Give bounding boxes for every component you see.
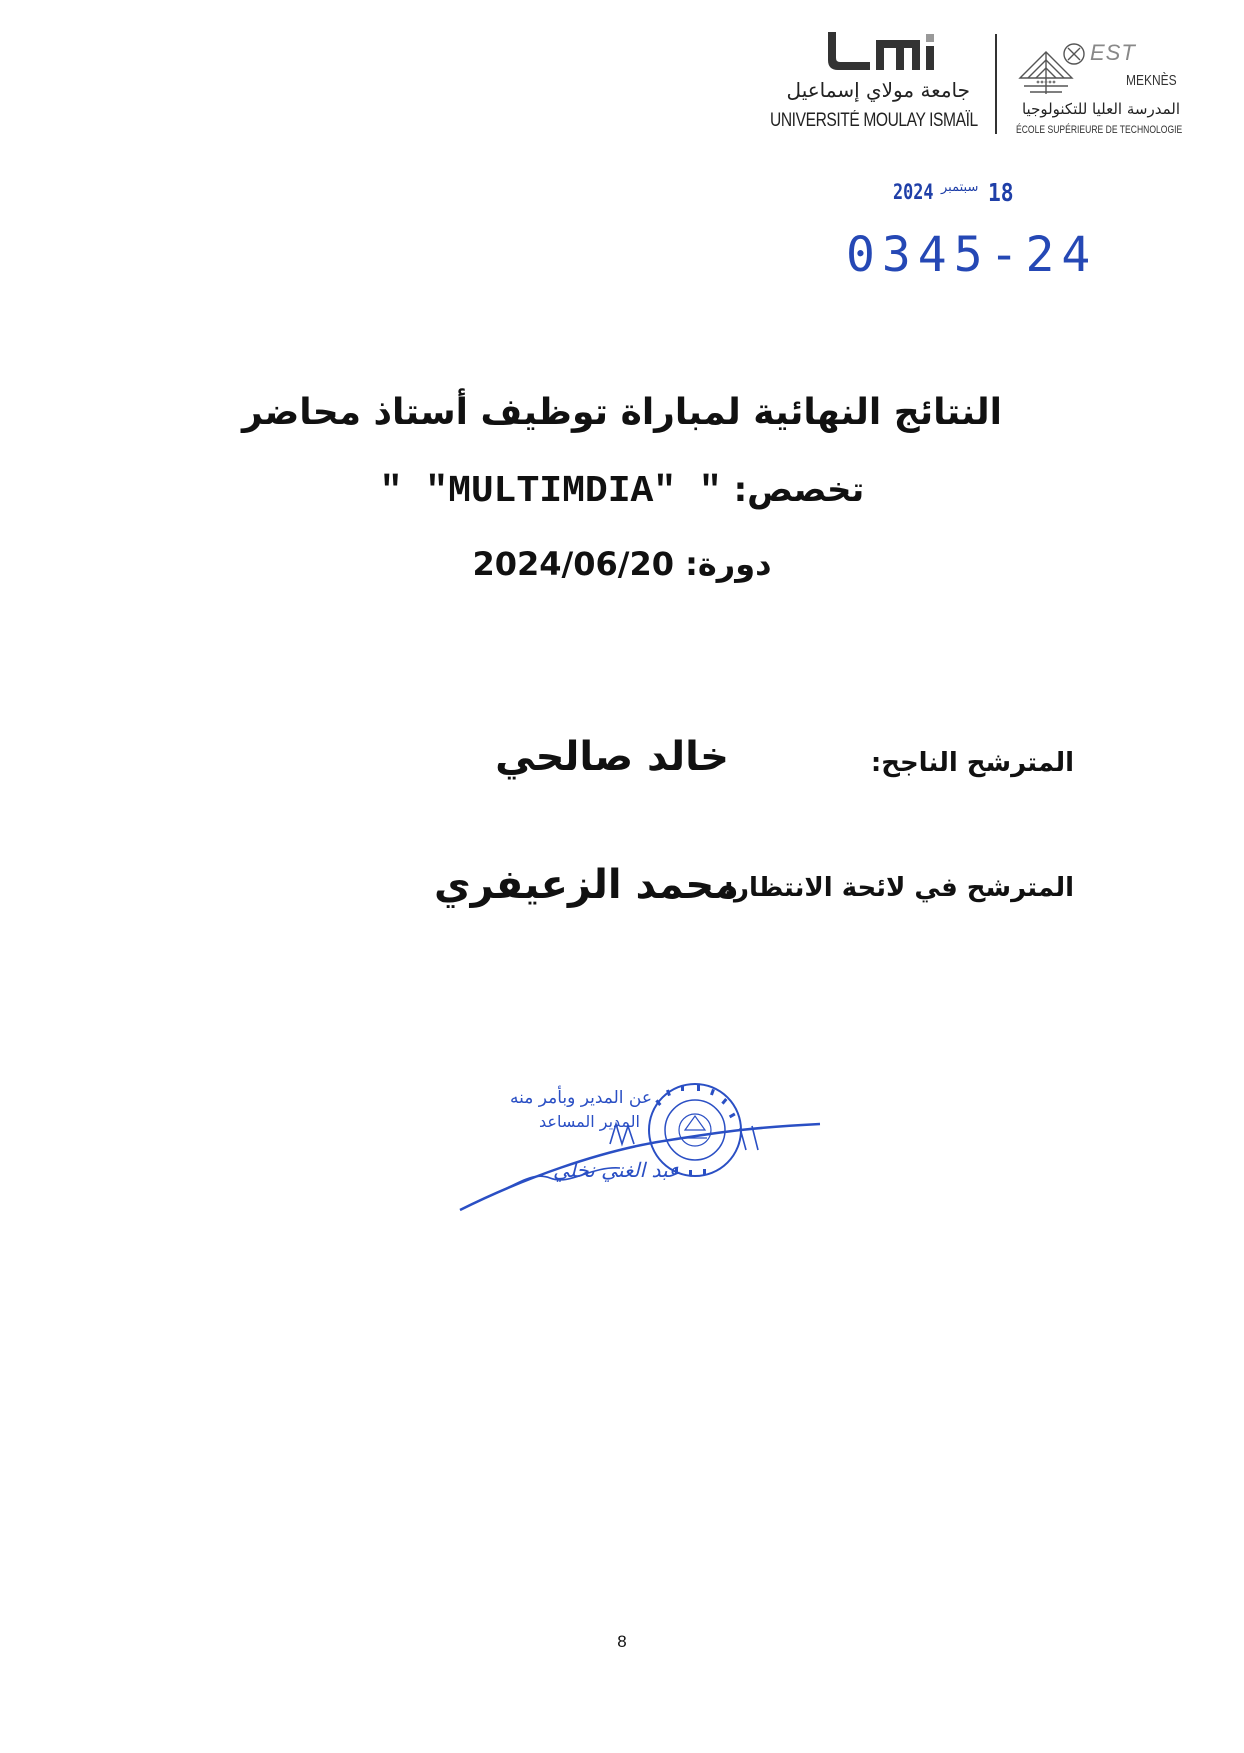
signature-name: عبد الغني نخلي <box>553 1158 680 1182</box>
waitlist-label: المترشح في لائحة الانتظار: <box>723 873 1074 903</box>
session-date: 2024/06/20 <box>472 545 674 583</box>
est-logo-text: EST <box>1090 40 1136 65</box>
stamp-day: 18 <box>988 178 1014 207</box>
umi-arabic-name: جامعة مولاي إسماعيل <box>786 78 970 102</box>
signature-line-1: عن المدير وبأمر منه <box>509 1088 652 1108</box>
page-number: 8 <box>617 1632 627 1651</box>
specialty-label: تخصص: <box>733 470 865 510</box>
est-emblem-icon <box>1016 38 1094 100</box>
session-line <box>0 545 1244 583</box>
umi-french-name: UNIVERSITÉ MOULAY ISMAÏL <box>770 110 978 131</box>
umi-logo <box>770 32 978 142</box>
signature-block <box>440 1070 840 1220</box>
header-divider <box>995 34 997 134</box>
winner-name: خالد صالحي <box>495 734 729 780</box>
stamp-number: 0345-24 <box>846 227 1098 283</box>
waitlist-name: محمد الزعيفري <box>433 862 739 908</box>
session-label: دورة: <box>685 545 772 583</box>
est-logo <box>1010 34 1190 144</box>
signature-line-2: المدير المساعد <box>539 1112 640 1131</box>
specialty-value: " "MULTIMDIA" " <box>379 470 722 513</box>
umi-logo-mark <box>800 32 950 74</box>
stamp-year: 2024 <box>893 180 934 204</box>
document-title: النتائج النهائية لمباراة توظيف أستاذ محاضر <box>242 392 1002 433</box>
stamp-date <box>893 176 1018 212</box>
specialty-line <box>0 470 1244 513</box>
est-city: MEKNÈS <box>1126 72 1177 89</box>
handwritten-signature <box>440 1070 840 1220</box>
stamp-month: سبتمبر <box>941 180 979 195</box>
est-french-name: ÉCOLE SUPÉRIEURE DE TECHNOLOGIE <box>1016 124 1183 136</box>
winner-label: المترشح الناجح: <box>870 748 1074 778</box>
est-arabic-name: المدرسة العليا للتكنولوجيا <box>1021 100 1180 118</box>
